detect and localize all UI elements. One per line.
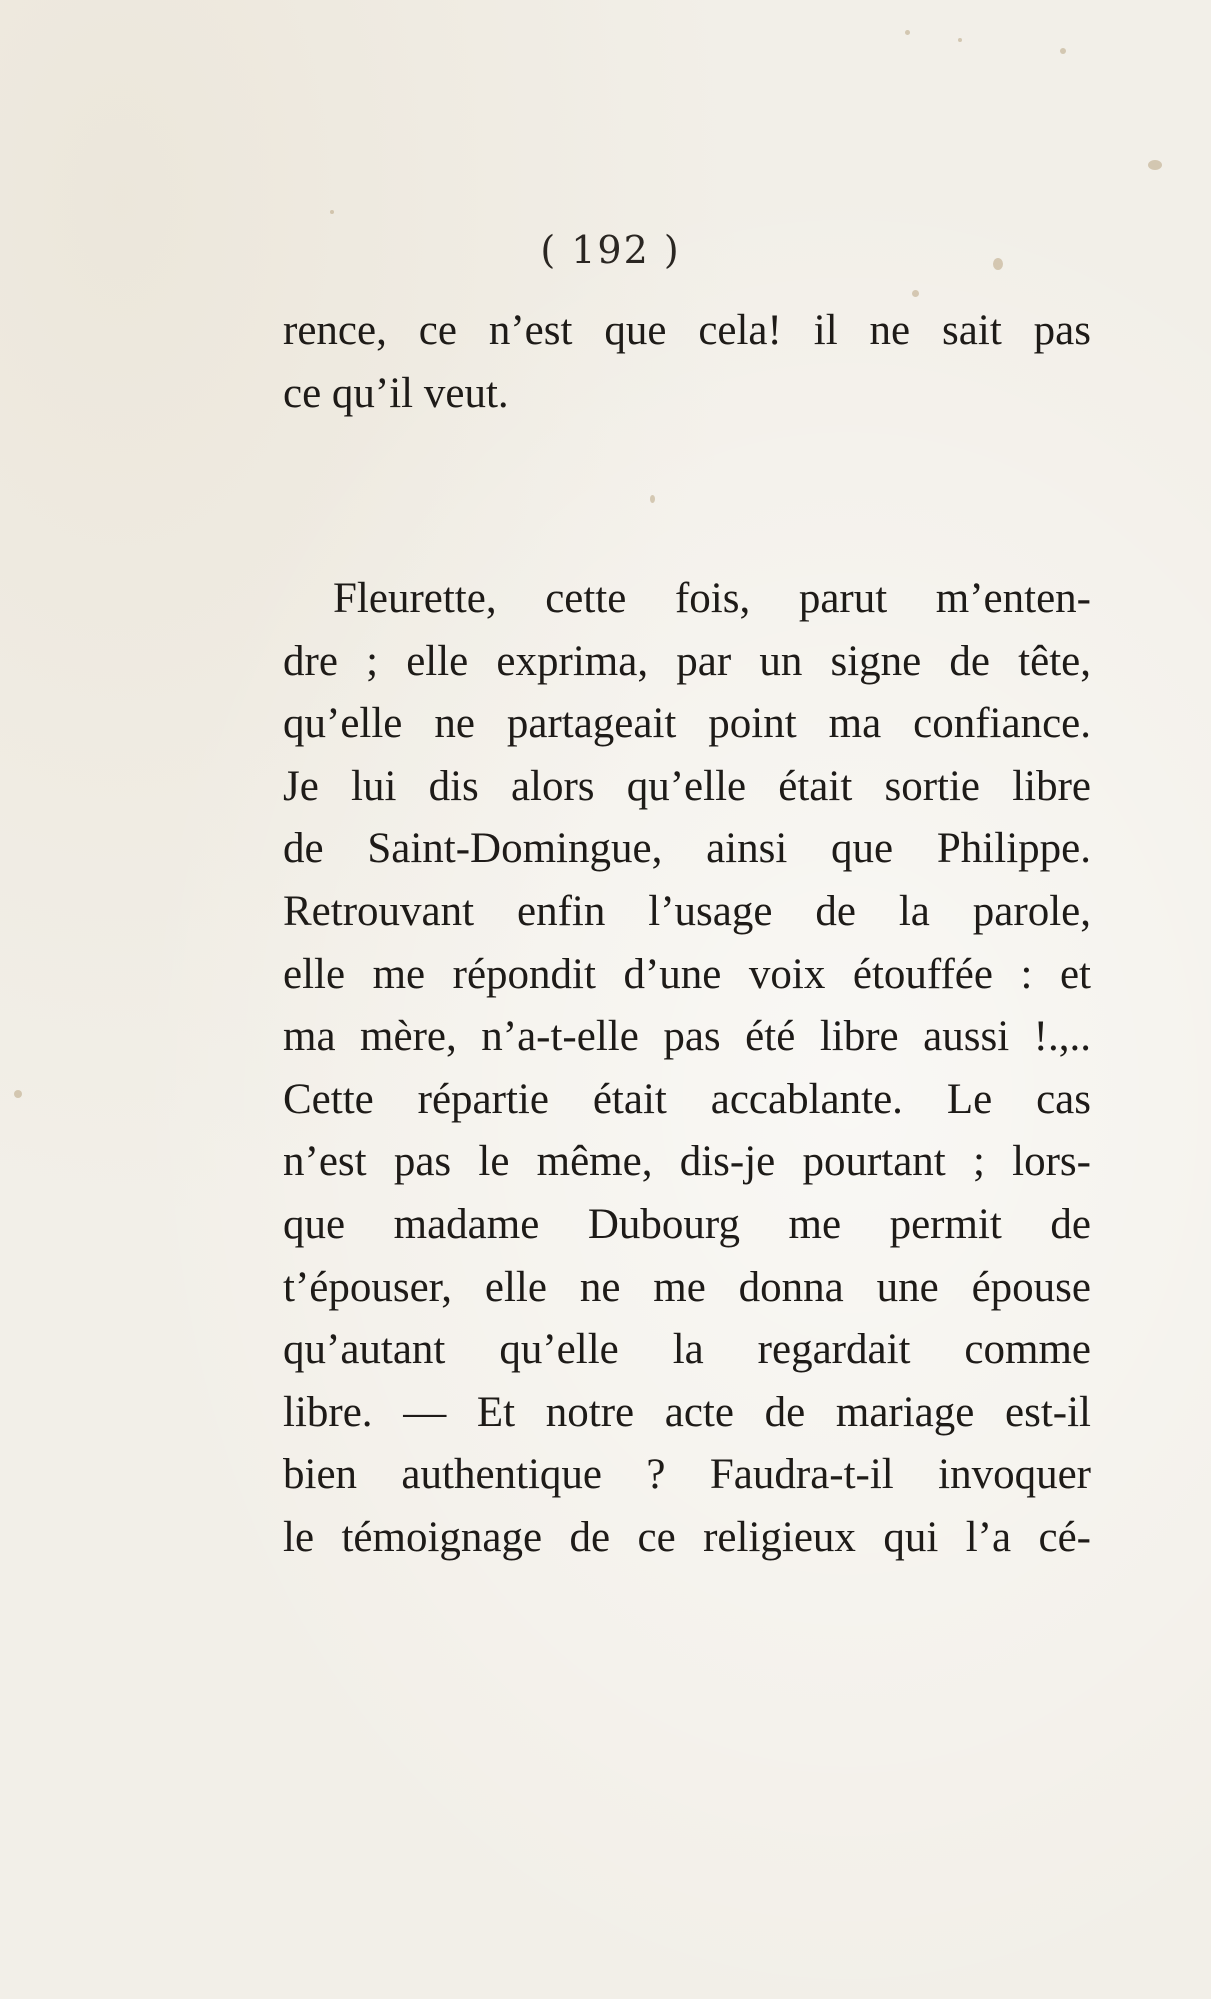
- text-line: t’épouser, elle ne me donna une épouse: [283, 1263, 1091, 1311]
- paper-speck: [905, 30, 910, 35]
- paper-speck: [1060, 48, 1066, 54]
- paper-speck: [912, 290, 919, 297]
- text-line: ce qu’il veut.: [283, 369, 509, 417]
- paper-speck: [14, 1090, 22, 1098]
- text-line: bien authentique ? Faudra-t-il invoquer: [283, 1451, 1091, 1499]
- text-line: qu’autant qu’elle la regardait comme: [283, 1326, 1091, 1374]
- text-line: le témoignage de ce religieux qui l’a cé-: [283, 1513, 1091, 1561]
- paragraph-1: [283, 300, 1091, 425]
- text-line: rence, ce n’est que cela! il ne sait pas: [283, 307, 1091, 354]
- text-line: Cette répartie était accablante. Le cas: [283, 1075, 1091, 1123]
- paragraph-2: [283, 568, 1091, 1570]
- paper-speck: [650, 495, 655, 503]
- text-line: n’est pas le même, dis-je pourtant ; lors-: [283, 1138, 1091, 1186]
- text-line: de Saint-Domingue, ainsi que Philippe.: [283, 825, 1091, 873]
- text-line: ma mère, n’a-t-elle pas été libre aussi !.,..: [283, 1013, 1091, 1061]
- text-line: elle me répondit d’une voix étouffée : et: [283, 950, 1091, 998]
- text-line: Fleurette, cette fois, parut m’enten-: [333, 575, 1091, 622]
- text-line: Retrouvant enfin l’usage de la parole,: [283, 887, 1091, 935]
- text-line: Je lui dis alors qu’elle était sortie libre: [283, 762, 1091, 810]
- text-line: que madame Dubourg me permit de: [283, 1200, 1091, 1248]
- text-line: qu’elle ne partageait point ma confiance.: [283, 700, 1091, 748]
- page-number: ( 192 ): [540, 228, 681, 272]
- paper-speck: [330, 210, 334, 214]
- text-line: libre. — Et notre acte de mariage est-il: [283, 1388, 1091, 1436]
- paper-speck: [1148, 160, 1162, 170]
- text-line: dre ; elle exprima, par un signe de tête,: [283, 637, 1091, 685]
- paper-speck: [958, 38, 962, 42]
